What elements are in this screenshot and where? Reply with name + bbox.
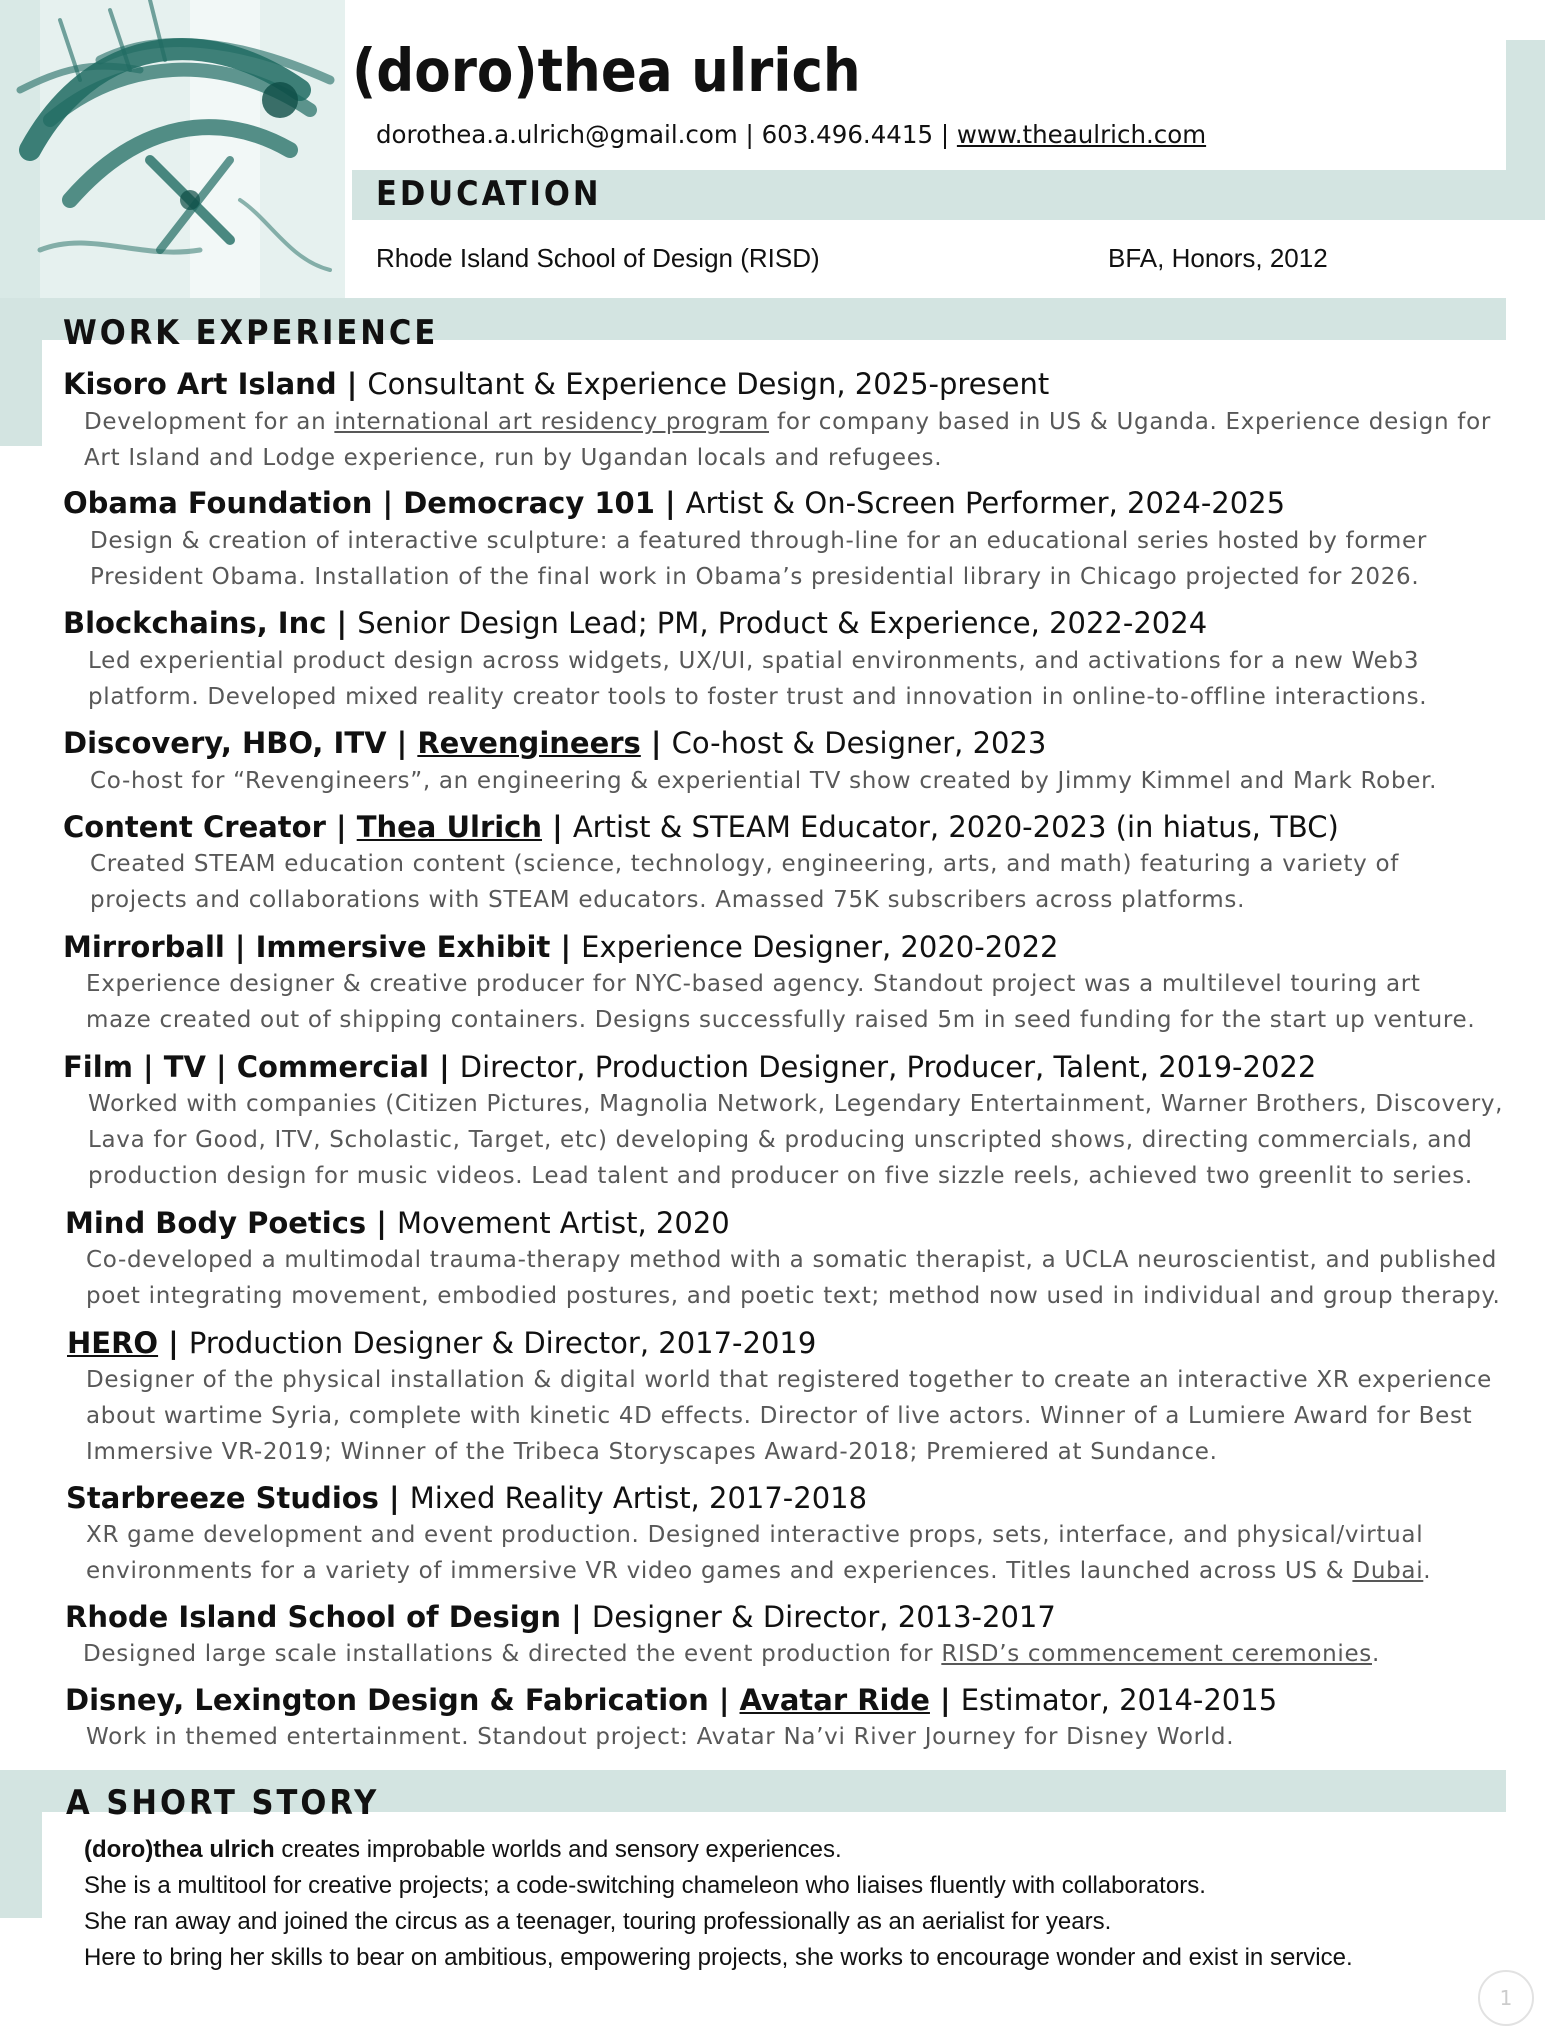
desc-line: projects and collaborations with STEAM educators. Amassed 75K subscribers across platforms. [90,887,1246,913]
separator: | [737,120,762,149]
job-title [65,1683,1277,1717]
header-artwork [0,0,345,298]
desc-line: Experience designer & creative producer for NYC-based agency. Standout project was a multilevel touring art [86,971,1421,997]
desc-text: Designed large scale installations & directed the event production for [83,1641,942,1667]
story-text: creates improbable worlds and sensory experiences. [274,1836,842,1863]
job-role: Mixed Reality Artist, 2017-2018 [409,1481,868,1515]
dubai-link[interactable]: Dubai [1352,1558,1424,1584]
job-company: Obama Foundation | Democracy 101 [63,486,655,520]
thea-ulrich-link[interactable]: Thea Ulrich [356,810,543,844]
job-separator: | [561,1600,592,1634]
job-separator: | [654,486,686,520]
job-separator: | [326,606,358,640]
residency-program-link[interactable]: international art residency program [334,409,770,435]
desc-line: Art Island and Lodge experience, run by Ugandan locals and refugees. [84,445,943,471]
job-description [86,1719,1234,1755]
job-title [63,930,1059,964]
job-company: Mind Body Poetics [65,1206,367,1240]
desc-line: Created STEAM education content (science, technology, engineering, arts, and math) featuring a variety of [90,851,1400,877]
desc-line: President Obama. Installation of the final work in Obama’s presidential library in Chicago projected for 2026. [90,564,1420,590]
job-separator: | [336,367,368,401]
job-company: Content Creator | [63,810,357,844]
job-description [88,643,1427,715]
job-title [65,1206,730,1240]
ink-brush-artwork-icon [0,0,345,298]
education-heading: EDUCATION [376,174,602,214]
desc-line: production design for music videos. Lead talent and producer on five sizzle reels, achieved two greenlit to series. [88,1163,1473,1189]
story-side-band [0,1770,42,1918]
job-company: Film | TV | Commercial [63,1050,429,1084]
desc-text: for company based in US & Uganda. Experience design for [769,409,1492,435]
desc-line: Designer of the physical installation & digital world that registered together to create an interactive XR experience [86,1367,1493,1393]
education-degree: BFA, Honors, 2012 [1108,243,1328,273]
desc-line: Led experiential product design across widgets, UX/UI, spatial environments, and activations for a new Web3 [88,648,1420,674]
job-description [86,1242,1500,1314]
phone-text: 603.496.4415 [761,120,934,149]
job-separator: | [428,1050,460,1084]
desc-text: . [1423,1558,1432,1584]
job-title [65,1600,1056,1634]
job-separator: | [158,1326,189,1360]
job-role: Consultant & Experience Design, 2025-present [367,367,1050,401]
desc-line: poet integrating movement, embodied postures, and poetic text; method now used in individual and group therapy. [86,1283,1501,1309]
job-role: Senior Design Lead; PM, Product & Experience, 2022-2024 [357,606,1208,640]
candidate-name: (doro)thea ulrich [352,36,861,105]
job-separator: | [550,930,582,964]
job-company: Disney, Lexington Design & Fabrication | [65,1683,740,1717]
job-separator: | [640,726,672,760]
job-separator: | [378,1481,410,1515]
desc-line: maze created out of shipping containers. Designs successfully raised 5m in seed funding for the start up venture. [86,1007,1476,1033]
story-name: (doro)thea ulrich [84,1836,275,1863]
job-company: Starbreeze Studios [66,1481,379,1515]
job-title [63,1050,1316,1084]
email-text[interactable]: dorothea.a.ulrich@gmail.com [376,120,738,149]
job-description [84,404,1491,476]
short-story-heading: A SHORT STORY [66,1783,380,1823]
desc-line: Lava for Good, ITV, Scholastic, Target, etc) developing & producing unscripted shows, directing commercials, and [88,1127,1473,1153]
website-link[interactable]: www.theaulrich.com [956,120,1207,149]
job-description [90,523,1427,595]
job-role: Artist & On-Screen Performer, 2024-2025 [685,486,1286,520]
risd-commencement-link[interactable]: RISD’s commencement ceremonies [941,1641,1372,1667]
job-title [63,367,1049,401]
desc-line: Immersive VR-2019; Winner of the Tribeca Storyscapes Award-2018; Premiered at Sundance. [86,1439,1218,1465]
hero-link[interactable]: HERO [67,1326,159,1360]
desc-line: Worked with companies (Citizen Pictures, Magnolia Network, Legendary Entertainment, Warner Brothers, Discovery, [88,1091,1504,1117]
desc-text: environments for a variety of immersive VR video games and experiences. Titles launched across US & [86,1558,1353,1584]
story-line: She ran away and joined the circus as a teenager, touring professionally as an aerialist for years. [84,1908,1112,1935]
job-company: Discovery, HBO, ITV | [63,726,418,760]
job-separator: | [366,1206,397,1240]
work-experience-heading: WORK EXPERIENCE [63,313,439,353]
short-story-text [84,1832,1353,1976]
job-separator: | [542,810,573,844]
desc-text: . [1372,1641,1381,1667]
job-role: Artist & STEAM Educator, 2020-2023 (in hiatus, TBC) [572,810,1339,844]
job-company: Rhode Island School of Design [65,1600,562,1634]
revengineers-link[interactable]: Revengineers [417,726,641,760]
job-company: Blockchains, Inc [63,606,327,640]
job-role: Estimator, 2014-2015 [960,1683,1278,1717]
desc-line: about wartime Syria, complete with kinetic 4D effects. Director of live actors. Winner of a Lumiere Award for Best [86,1403,1473,1429]
job-role: Director, Production Designer, Producer, Talent, 2019-2022 [459,1050,1317,1084]
education-school: Rhode Island School of Design (RISD) [376,243,820,273]
job-company: Mirrorball | Immersive Exhibit [63,930,551,964]
job-description [86,1517,1431,1589]
desc-line: Co-developed a multimodal trauma-therapy method with a somatic therapist, a UCLA neuroscientist, and published [86,1247,1498,1273]
job-description [90,846,1399,918]
job-role: Experience Designer, 2020-2022 [581,930,1059,964]
job-role: Production Designer & Director, 2017-2019 [188,1326,817,1360]
job-title [63,810,1339,844]
job-title [63,606,1207,640]
job-description [86,1362,1492,1470]
job-title [63,486,1285,520]
job-description [83,1636,1380,1672]
separator: | [933,120,957,149]
job-title [63,726,1046,760]
job-role: Movement Artist, 2020 [396,1206,730,1240]
job-company: Kisoro Art Island [63,367,337,401]
desc-line: XR game development and event production. Designed interactive props, sets, interface, and physical/virtual [86,1522,1424,1548]
page-number: 1 [1478,1970,1534,2026]
job-separator: | [929,1683,961,1717]
desc-text: Development for an [84,409,335,435]
avatar-ride-link[interactable]: Avatar Ride [739,1683,930,1717]
contact-line [376,120,1206,149]
desc-line: platform. Developed mixed reality creator tools to foster trust and innovation in online-to-offline interactions. [88,684,1428,710]
job-role: Co-host & Designer, 2023 [671,726,1047,760]
job-role: Designer & Director, 2013-2017 [591,1600,1056,1634]
work-side-band [0,298,42,446]
job-title [66,1481,867,1515]
job-title [67,1326,816,1360]
job-description [90,763,1437,799]
story-line: She is a multitool for creative projects; a code-switching chameleon who liaises fluently with collaborators. [84,1872,1206,1899]
desc-line: Co-host for “Revengineers”, an engineering & experiential TV show created by Jimmy Kimmel and Mark Rober. [90,768,1438,794]
desc-line: Work in themed entertainment. Standout project: Avatar Na’vi River Journey for Disney World. [86,1724,1235,1750]
job-description [88,1086,1503,1194]
job-description [86,966,1475,1038]
desc-line: Design & creation of interactive sculpture: a featured through-line for an educational series hosted by former [90,528,1427,554]
story-line: Here to bring her skills to bear on ambitious, empowering projects, she works to encourage wonder and exist in service. [84,1944,1353,1971]
